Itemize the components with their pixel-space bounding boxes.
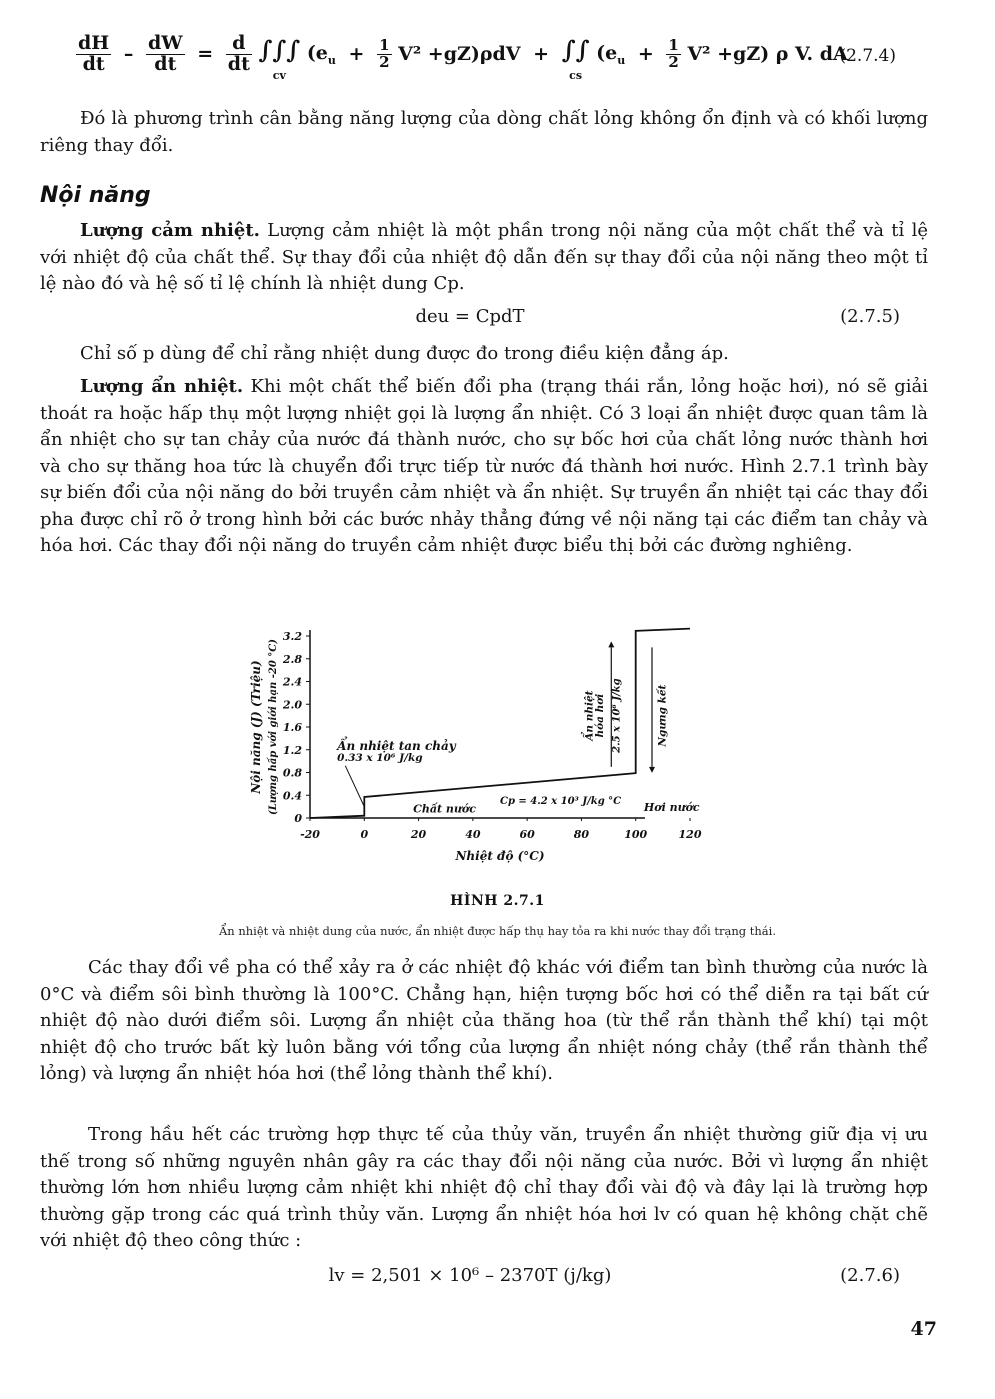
condensation-label: Ngưng kết (656, 684, 669, 747)
integral-symbol: ∫∫∫ (258, 34, 301, 64)
paragraph-3: Chỉ số p dùng để chỉ rằng nhiệt dung được đo trong điều kiện đẳng áp. (80, 343, 729, 364)
subscript: u (617, 53, 626, 67)
denominator: dt (154, 52, 177, 75)
denominator: 2 (668, 52, 679, 71)
fusion-pointer (345, 766, 364, 807)
x-tick-label: 0 (360, 828, 369, 841)
numerator: d (226, 34, 252, 55)
fusion-label: Ẩn nhiệt tan chảy (337, 738, 456, 753)
triple-integral (258, 34, 301, 82)
equals-sign: = (197, 43, 214, 66)
plus-sign: + (533, 43, 550, 66)
y-tick-label: 2.4 (282, 675, 302, 689)
equation-text: deu = CpdT (415, 306, 525, 327)
equation-number: (2.7.4) (839, 46, 896, 66)
plus-sign: + (637, 43, 654, 66)
fusion-value: 0.33 x 10⁶ J/kg (337, 752, 423, 765)
equation-number: (2.7.5) (840, 306, 900, 327)
term: (e (306, 42, 328, 65)
y-tick-label: 2.8 (282, 652, 302, 666)
y-tick-label: 3.2 (282, 630, 302, 643)
y-tick-label: 1.2 (282, 743, 302, 757)
internal-energy-chart (240, 608, 740, 878)
integrand-1 (307, 42, 336, 67)
water-label: Chất nước (413, 802, 476, 816)
integral-symbol: ∫∫ (561, 34, 590, 64)
double-integral (561, 34, 590, 82)
vaporization-label: Ẩn nhiệt (583, 690, 596, 741)
equation-text: lv = 2,501 × 10⁶ – 2370T (j/kg) (328, 1265, 612, 1286)
lead-term: Lượng cảm nhiệt. (80, 220, 260, 241)
numerator: dW (148, 32, 183, 54)
denominator: dt (227, 52, 250, 75)
fraction-dH-dt (76, 34, 111, 75)
integrand-1-rest: V² +gZ)ρdV (398, 43, 521, 66)
figure-2-7-1 (240, 608, 740, 878)
equation-2-7-4 (76, 34, 926, 96)
denominator: 2 (379, 52, 390, 71)
vaporization-arrow-head (608, 641, 614, 647)
y-tick-label: 0.8 (282, 766, 302, 780)
plus-sign: + (348, 43, 365, 66)
x-tick-label: 80 (573, 828, 590, 841)
paragraph-5: Các thay đổi về pha có thể xảy ra ở các nhiệt độ khác với điểm tan bình thường của nước là 0°C và điểm sôi bình thường là 100°C. Chẳng hạn, hiện tượng bốc hơi có thể diễn ra tại bất cứ nhiệt độ nào dưới điểm sôi. Lượng ẩn nhiệt của thăng hoa (từ thể rắn thành thể khí) tại một nhiệt độ cho trước bất kỳ luôn bằng với tổng của lượng ẩn nhiệt nóng chảy (thể rắn thành thể lỏng) và lượng ẩn nhiệt hóa hơi (thể lỏng thành thể khí). (40, 957, 928, 1084)
x-tick-label: 60 (519, 828, 535, 841)
fraction-one-half (666, 38, 680, 71)
paragraph-6: Trong hầu hết các trường hợp thực tế của thủy văn, truyền ẩn nhiệt thường giữ địa vị ưu thế trong số những nguyên nhân gây ra các thay đổi nội năng của nước. Bởi vì lượng ẩn nhiệt thường lớn hơn nhiều lượng cảm nhiệt khi nhiệt độ chỉ thay đổi vài độ và đây lại là trường hợp thường gặp trong các quá trình thủy văn. Lượng ẩn nhiệt hóa hơi lv có quan hệ không chặt chẽ với nhiệt độ theo công thức : (40, 1124, 928, 1251)
x-tick-label: 40 (465, 828, 481, 841)
condensation-arrow-head (649, 767, 655, 773)
figure-caption: Ẩn nhiệt và nhiệt dung của nước, ẩn nhiệt được hấp thụ hay tỏa ra khi nước thay đổi trạng thái. (219, 924, 776, 938)
y-tick-label: 1.6 (282, 721, 302, 734)
y-tick-label: 0 (294, 812, 302, 825)
page-number: 47 (910, 1318, 937, 1340)
vapor-label: Hơi nước (643, 801, 700, 815)
fraction-d-dt (226, 34, 252, 75)
x-tick-label: 20 (410, 828, 427, 841)
vaporization-label-2: hóa hơi (594, 693, 607, 738)
equation-number: (2.7.6) (840, 1265, 900, 1286)
y-axis-sublabel: (Lượng hấp với giới hạn -20 °C) (268, 639, 279, 815)
term: (e (596, 42, 618, 65)
x-tick-label: 120 (678, 828, 702, 841)
paragraph-2 (40, 218, 928, 298)
integrand-2-rest: V² +gZ) ρ V. dA (687, 43, 848, 66)
energy-curve (310, 629, 690, 818)
fraction-one-half (377, 38, 391, 71)
x-tick-label: -20 (300, 828, 320, 841)
paragraph-4 (40, 374, 928, 560)
integrand-2 (596, 42, 625, 67)
minus-sign: – (123, 43, 134, 66)
paragraph-1: Đó là phương trình cân bằng năng lượng của dòng chất lỏng không ổn định và có khối lượng riêng thay đổi. (40, 108, 928, 156)
y-tick-label: 2.0 (282, 698, 302, 712)
integral-subscript: cs (569, 68, 583, 82)
vaporization-value: 2.5 x 10⁶ J/kg (611, 678, 623, 753)
figure-title: HÌNH 2.7.1 (450, 893, 545, 909)
cp-label: Cp = 4.2 x 10³ J/kg °C (500, 795, 622, 807)
fraction-dW-dt (146, 34, 185, 75)
numerator: dH (78, 32, 110, 54)
x-axis-label: Nhiệt độ (°C) (455, 849, 545, 863)
y-axis-label: Nội năng (J) (Triệu) (249, 660, 263, 794)
section-heading: Nội năng (40, 183, 151, 208)
integral-subscript: cv (272, 68, 286, 82)
x-tick-label: 100 (624, 828, 648, 841)
subscript: u (327, 53, 336, 67)
numerator: 1 (668, 36, 679, 55)
denominator: dt (82, 52, 105, 75)
numerator: 1 (379, 36, 390, 55)
paragraph-text: Khi một chất thể biến đổi pha (trạng thái rắn, lỏng hoặc hơi), nó sẽ giải thoát ra hoặc hấp thụ một lượng nhiệt gọi là lượng ẩn nhiệt. Có 3 loại ẩn nhiệt được quan tâm là ẩn nhiệt cho sự tan chảy của nước đá thành nước, cho sự bốc hơi của chất lỏng nước thành hơi và cho sự thăng hoa tức là chuyển đổi trực tiếp từ nước đá thành hơi nước. Hình 2.7.1 trình bày sự biến đổi của nội năng do bởi truyền cảm nhiệt và ẩn nhiệt. Sự truyền ẩn nhiệt tại các thay đổi pha được chỉ rõ ở trong hình bởi các bước nhảy thẳng đứng về nội năng tại các điểm tan chảy và hóa hơi. Các thay đổi nội năng do truyền cảm nhiệt được biểu thị bởi các đường nghiêng. (40, 376, 929, 556)
y-tick-label: 0.4 (282, 789, 302, 803)
lead-term: Lượng ẩn nhiệt. (80, 376, 244, 397)
paragraph-text: Lượng cảm nhiệt là một phần trong nội năng của một chất thể và tỉ lệ với nhiệt độ của chất thể. Sự thay đổi của nhiệt độ dẫn đến sự thay đổi của nội năng theo một tỉ lệ nào đó và hệ số tỉ lệ chính là nhiệt dung Cp. (40, 220, 928, 294)
